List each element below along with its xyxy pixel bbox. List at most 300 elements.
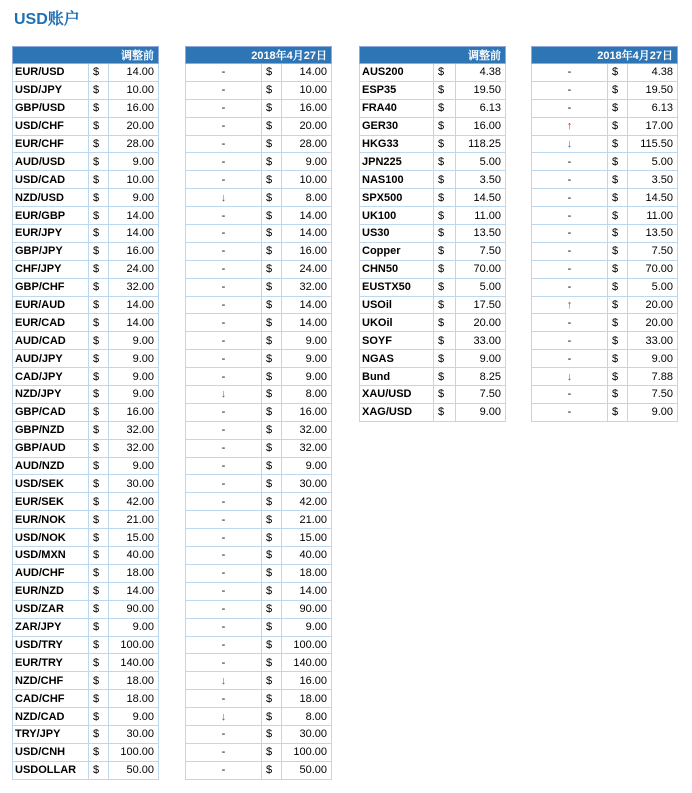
value-cell: 14.00 [282, 225, 332, 243]
arrow-down-icon [186, 386, 262, 404]
table-row [360, 260, 506, 278]
currency-cell: $ [262, 386, 282, 404]
value-cell: 9.00 [282, 332, 332, 350]
value-cell: 5.00 [628, 278, 678, 296]
table-row [13, 171, 159, 189]
table-row [186, 493, 332, 511]
arrow-up-icon: ↑ [566, 299, 573, 312]
value-cell: 50.00 [109, 761, 159, 779]
change-cell: - [186, 618, 262, 636]
value-cell: 118.25 [456, 135, 506, 153]
value-cell: 18.00 [109, 564, 159, 582]
currency-cell: $ [89, 278, 109, 296]
symbol-cell: UKOil [360, 314, 434, 332]
table-row [13, 403, 159, 421]
symbol-cell: USD/SEK [13, 475, 89, 493]
currency-cell: $ [608, 332, 628, 350]
value-cell: 18.00 [109, 672, 159, 690]
column-header: 调整前 [360, 47, 506, 64]
table-row [186, 743, 332, 761]
table-row [186, 332, 332, 350]
change-cell: - [186, 207, 262, 225]
table-row [186, 439, 332, 457]
value-cell: 14.00 [282, 582, 332, 600]
value-cell: 6.13 [456, 99, 506, 117]
symbol-cell: EUR/AUD [13, 296, 89, 314]
currency-cell: $ [434, 64, 456, 82]
change-cell: - [532, 99, 608, 117]
table-row [13, 529, 159, 547]
currency-cell: $ [434, 135, 456, 153]
value-cell: 9.00 [109, 153, 159, 171]
arrow-down-icon [186, 189, 262, 207]
currency-cell: $ [434, 81, 456, 99]
value-cell: 9.00 [282, 618, 332, 636]
currency-cell: $ [262, 600, 282, 618]
value-cell: 30.00 [282, 475, 332, 493]
value-cell: 8.25 [456, 368, 506, 386]
currency-cell: $ [262, 242, 282, 260]
value-cell: 5.00 [456, 278, 506, 296]
table-row [13, 296, 159, 314]
change-cell: - [186, 81, 262, 99]
table-row [186, 618, 332, 636]
value-cell: 11.00 [628, 207, 678, 225]
currency-cell: $ [262, 761, 282, 779]
value-cell: 9.00 [109, 457, 159, 475]
table-row [186, 278, 332, 296]
currency-cell: $ [262, 207, 282, 225]
symbol-cell: USD/TRY [13, 636, 89, 654]
table-row [13, 368, 159, 386]
currency-cell: $ [608, 225, 628, 243]
currency-cell: $ [262, 672, 282, 690]
symbol-cell: GBP/CAD [13, 403, 89, 421]
currency-cell: $ [89, 189, 109, 207]
change-cell: - [532, 314, 608, 332]
table-row [13, 81, 159, 99]
currency-cell: $ [608, 403, 628, 421]
symbol-cell: USDOLLAR [13, 761, 89, 779]
value-cell: 40.00 [109, 547, 159, 565]
symbol-cell: GBP/AUD [13, 439, 89, 457]
change-cell: - [186, 439, 262, 457]
currency-cell: $ [608, 386, 628, 404]
currency-cell: $ [89, 529, 109, 547]
currency-cell: $ [434, 153, 456, 171]
change-cell: - [186, 242, 262, 260]
change-cell: - [186, 421, 262, 439]
value-cell: 16.00 [282, 672, 332, 690]
table-row [13, 636, 159, 654]
value-cell: 14.00 [109, 64, 159, 82]
currency-cell: $ [262, 708, 282, 726]
currency-cell: $ [262, 368, 282, 386]
value-cell: 9.00 [109, 618, 159, 636]
currency-cell: $ [262, 654, 282, 672]
change-cell: - [186, 350, 262, 368]
value-cell: 32.00 [282, 439, 332, 457]
value-cell: 18.00 [282, 564, 332, 582]
table-row [532, 260, 678, 278]
table-row [186, 403, 332, 421]
table-row [13, 189, 159, 207]
arrow-down-icon: ↓ [220, 710, 227, 723]
table-row [13, 690, 159, 708]
value-cell: 14.00 [282, 64, 332, 82]
value-cell: 17.00 [628, 117, 678, 135]
change-cell: - [532, 332, 608, 350]
currency-cell: $ [89, 403, 109, 421]
table-row [532, 278, 678, 296]
table-row [13, 260, 159, 278]
table-row [532, 350, 678, 368]
table-row [13, 314, 159, 332]
table-row [186, 368, 332, 386]
symbol-cell: ZAR/JPY [13, 618, 89, 636]
symbol-cell: USD/ZAR [13, 600, 89, 618]
value-cell: 100.00 [282, 743, 332, 761]
table-row [532, 296, 678, 314]
table-row [13, 743, 159, 761]
symbol-cell: USD/CAD [13, 171, 89, 189]
value-cell: 17.50 [456, 296, 506, 314]
symbol-cell: FRA40 [360, 99, 434, 117]
currency-cell: $ [89, 386, 109, 404]
value-cell: 7.50 [456, 242, 506, 260]
currency-cell: $ [89, 457, 109, 475]
value-cell: 33.00 [628, 332, 678, 350]
arrow-down-icon [186, 672, 262, 690]
value-cell: 9.00 [282, 350, 332, 368]
value-cell: 50.00 [282, 761, 332, 779]
value-cell: 20.00 [628, 296, 678, 314]
currency-cell: $ [608, 99, 628, 117]
currency-cell: $ [262, 725, 282, 743]
value-cell: 9.00 [456, 403, 506, 421]
symbol-cell: AUD/USD [13, 153, 89, 171]
symbol-cell: EUR/GBP [13, 207, 89, 225]
table-row [186, 386, 332, 404]
currency-cell: $ [262, 457, 282, 475]
value-cell: 9.00 [628, 403, 678, 421]
table-row [186, 260, 332, 278]
arrow-down-icon [532, 135, 608, 153]
table-row [532, 403, 678, 421]
currency-cell: $ [608, 171, 628, 189]
value-cell: 3.50 [628, 171, 678, 189]
table-row [532, 242, 678, 260]
table-row [532, 135, 678, 153]
currency-cell: $ [262, 582, 282, 600]
cfd-before-table [359, 46, 506, 422]
table-row [13, 207, 159, 225]
symbol-cell: GBP/NZD [13, 421, 89, 439]
table-row [186, 81, 332, 99]
value-cell: 9.00 [109, 386, 159, 404]
change-cell: - [532, 403, 608, 421]
currency-cell: $ [89, 725, 109, 743]
currency-cell: $ [89, 672, 109, 690]
change-cell: - [186, 582, 262, 600]
currency-cell: $ [262, 171, 282, 189]
value-cell: 9.00 [109, 708, 159, 726]
value-cell: 3.50 [456, 171, 506, 189]
value-cell: 8.00 [282, 708, 332, 726]
table-row [186, 135, 332, 153]
arrow-down-icon [532, 368, 608, 386]
table-row [13, 582, 159, 600]
currency-cell: $ [89, 117, 109, 135]
value-cell: 32.00 [109, 421, 159, 439]
value-cell: 24.00 [109, 260, 159, 278]
value-cell: 5.00 [628, 153, 678, 171]
symbol-cell: NGAS [360, 350, 434, 368]
symbol-cell: CHF/JPY [13, 260, 89, 278]
change-cell: - [186, 529, 262, 547]
currency-cell: $ [262, 64, 282, 82]
value-cell: 100.00 [282, 636, 332, 654]
table-row [186, 547, 332, 565]
table-row [13, 457, 159, 475]
change-cell: - [186, 743, 262, 761]
table-row [360, 296, 506, 314]
value-cell: 18.00 [282, 690, 332, 708]
symbol-cell: ESP35 [360, 81, 434, 99]
currency-cell: $ [262, 189, 282, 207]
table-row [13, 708, 159, 726]
value-cell: 19.50 [628, 81, 678, 99]
change-cell: - [186, 564, 262, 582]
value-cell: 100.00 [109, 743, 159, 761]
symbol-cell: EUR/TRY [13, 654, 89, 672]
table-row [360, 350, 506, 368]
table-row [532, 117, 678, 135]
table-row [360, 207, 506, 225]
currency-cell: $ [608, 207, 628, 225]
value-cell: 28.00 [282, 135, 332, 153]
table-row [532, 368, 678, 386]
currency-cell: $ [89, 99, 109, 117]
fx-before-table [12, 46, 159, 780]
table-row [532, 189, 678, 207]
currency-cell: $ [89, 743, 109, 761]
table-row [360, 64, 506, 82]
page-title: USD账户 [14, 11, 80, 28]
value-cell: 11.00 [456, 207, 506, 225]
value-cell: 24.00 [282, 260, 332, 278]
currency-cell: $ [262, 475, 282, 493]
table-row [186, 511, 332, 529]
table-row [186, 171, 332, 189]
currency-cell: $ [89, 421, 109, 439]
table-row [532, 153, 678, 171]
symbol-cell: GER30 [360, 117, 434, 135]
value-cell: 14.00 [282, 207, 332, 225]
table-row [13, 153, 159, 171]
currency-cell: $ [262, 743, 282, 761]
symbol-cell: UK100 [360, 207, 434, 225]
symbol-cell: EUSTX50 [360, 278, 434, 296]
table-row [13, 547, 159, 565]
value-cell: 70.00 [628, 260, 678, 278]
currency-cell: $ [434, 296, 456, 314]
arrow-down-icon [186, 708, 262, 726]
change-cell: - [186, 368, 262, 386]
change-cell: - [186, 314, 262, 332]
value-cell: 7.88 [628, 368, 678, 386]
currency-cell: $ [608, 296, 628, 314]
currency-cell: $ [434, 260, 456, 278]
value-cell: 14.50 [628, 189, 678, 207]
currency-cell: $ [89, 135, 109, 153]
symbol-cell: GBP/CHF [13, 278, 89, 296]
table-row [13, 332, 159, 350]
currency-cell: $ [434, 350, 456, 368]
table-row [186, 314, 332, 332]
value-cell: 18.00 [109, 690, 159, 708]
table-row [13, 761, 159, 779]
value-cell: 21.00 [109, 511, 159, 529]
table-row [13, 475, 159, 493]
currency-cell: $ [89, 242, 109, 260]
symbol-cell: TRY/JPY [13, 725, 89, 743]
symbol-cell: USD/JPY [13, 81, 89, 99]
value-cell: 4.38 [456, 64, 506, 82]
symbol-cell: Bund [360, 368, 434, 386]
currency-cell: $ [434, 242, 456, 260]
currency-cell: $ [262, 350, 282, 368]
change-cell: - [532, 350, 608, 368]
change-cell: - [532, 64, 608, 82]
currency-cell: $ [262, 153, 282, 171]
value-cell: 20.00 [282, 117, 332, 135]
value-cell: 14.00 [109, 225, 159, 243]
currency-cell: $ [434, 225, 456, 243]
table-row [13, 511, 159, 529]
currency-cell: $ [608, 153, 628, 171]
value-cell: 15.00 [282, 529, 332, 547]
table-row [13, 421, 159, 439]
change-cell: - [186, 171, 262, 189]
table-row [186, 242, 332, 260]
table-row [186, 636, 332, 654]
value-cell: 9.00 [109, 332, 159, 350]
table-row [186, 654, 332, 672]
currency-cell: $ [89, 493, 109, 511]
currency-cell: $ [608, 260, 628, 278]
value-cell: 9.00 [456, 350, 506, 368]
change-cell: - [186, 117, 262, 135]
change-cell: - [186, 278, 262, 296]
change-cell: - [532, 278, 608, 296]
change-cell: - [186, 225, 262, 243]
value-cell: 16.00 [282, 99, 332, 117]
table-row [360, 314, 506, 332]
value-cell: 90.00 [282, 600, 332, 618]
symbol-cell: NZD/CAD [13, 708, 89, 726]
currency-cell: $ [89, 368, 109, 386]
value-cell: 6.13 [628, 99, 678, 117]
value-cell: 14.50 [456, 189, 506, 207]
change-cell: - [532, 207, 608, 225]
value-cell: 16.00 [109, 99, 159, 117]
currency-cell: $ [608, 189, 628, 207]
arrow-down-icon: ↓ [566, 138, 573, 150]
value-cell: 16.00 [109, 403, 159, 421]
value-cell: 14.00 [282, 314, 332, 332]
currency-cell: $ [608, 64, 628, 82]
table-row [186, 725, 332, 743]
value-cell: 9.00 [109, 350, 159, 368]
currency-cell: $ [262, 618, 282, 636]
table-row [360, 171, 506, 189]
table-row [186, 207, 332, 225]
change-cell: - [186, 547, 262, 565]
symbol-cell: EUR/CAD [13, 314, 89, 332]
table-row [532, 332, 678, 350]
value-cell: 10.00 [282, 81, 332, 99]
symbol-cell: CAD/JPY [13, 368, 89, 386]
change-cell: - [532, 171, 608, 189]
change-cell: - [186, 511, 262, 529]
value-cell: 14.00 [109, 207, 159, 225]
table-row [186, 690, 332, 708]
value-cell: 8.00 [282, 189, 332, 207]
symbol-cell: USD/NOK [13, 529, 89, 547]
symbol-cell: NAS100 [360, 171, 434, 189]
value-cell: 20.00 [109, 117, 159, 135]
currency-cell: $ [262, 529, 282, 547]
value-cell: 19.50 [456, 81, 506, 99]
table-row [532, 64, 678, 82]
symbol-cell: EUR/NZD [13, 582, 89, 600]
currency-cell: $ [89, 64, 109, 82]
symbol-cell: AUS200 [360, 64, 434, 82]
symbol-cell: AUD/CAD [13, 332, 89, 350]
value-cell: 30.00 [282, 725, 332, 743]
table-row [532, 171, 678, 189]
change-cell: - [186, 260, 262, 278]
arrow-up-icon [532, 117, 608, 135]
table-row [13, 64, 159, 82]
table-row [532, 207, 678, 225]
currency-cell: $ [262, 117, 282, 135]
table-row [186, 564, 332, 582]
symbol-cell: SPX500 [360, 189, 434, 207]
table-row [13, 99, 159, 117]
symbol-cell: NZD/CHF [13, 672, 89, 690]
currency-cell: $ [434, 403, 456, 421]
currency-cell: $ [434, 386, 456, 404]
table-row [13, 225, 159, 243]
table-row [186, 350, 332, 368]
symbol-cell: NZD/JPY [13, 386, 89, 404]
value-cell: 9.00 [109, 368, 159, 386]
symbol-cell: EUR/CHF [13, 135, 89, 153]
value-cell: 33.00 [456, 332, 506, 350]
table-row [13, 672, 159, 690]
table-row [13, 439, 159, 457]
table-row [13, 350, 159, 368]
change-cell: - [186, 153, 262, 171]
currency-cell: $ [89, 618, 109, 636]
table-row [360, 81, 506, 99]
value-cell: 32.00 [282, 278, 332, 296]
currency-cell: $ [608, 350, 628, 368]
change-cell: - [186, 135, 262, 153]
symbol-cell: CHN50 [360, 260, 434, 278]
